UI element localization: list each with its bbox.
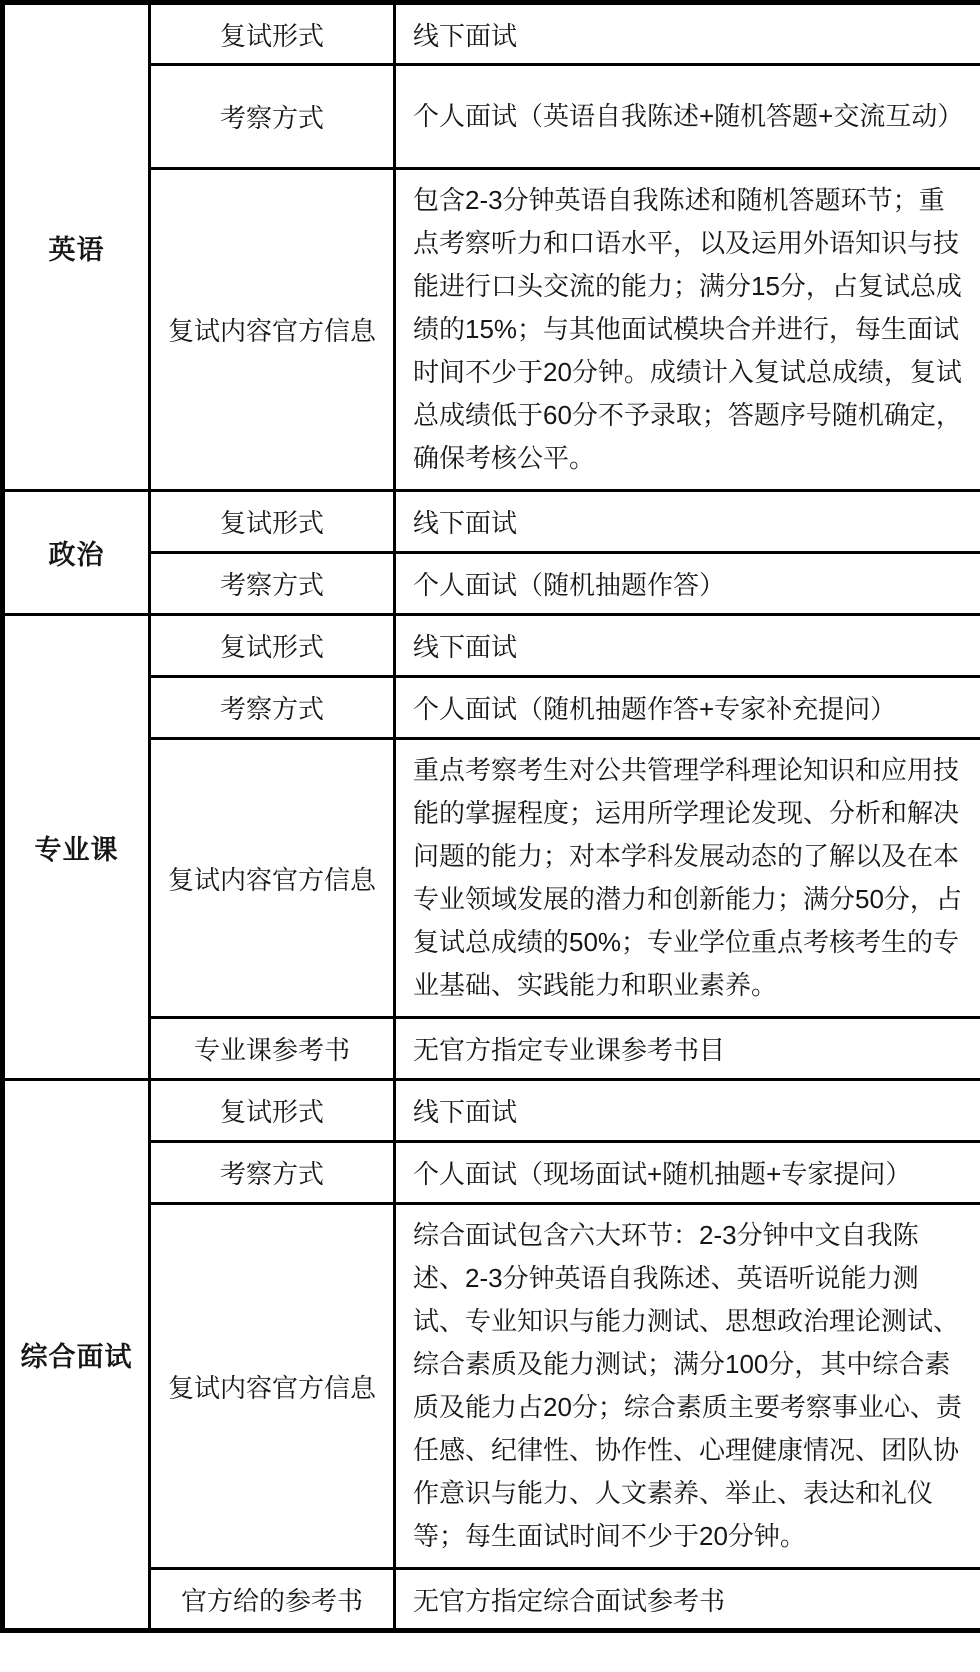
table-row [3, 553, 980, 615]
field-value: 包含2-3分钟英语自我陈述和随机答题环节；重点考察听力和口语水平，以及运用外语知识与技能进行口头交流的能力；满分15分，占复试总成绩的15%；与其他面试模块合并进行，每生面试时间不少于20分钟。成绩计入复试总成绩，复试总成绩低于60分不予录取；答题序号随机确定，确保考核公平。 [395, 169, 980, 491]
field-value: 个人面试（随机抽题作答+专家补充提问） [395, 677, 980, 739]
field-value: 线下面试 [395, 1080, 980, 1142]
table-row [3, 677, 980, 739]
field-value: 无官方指定综合面试参考书 [395, 1569, 980, 1631]
table-row [3, 1018, 980, 1080]
field-value: 个人面试（随机抽题作答） [395, 553, 980, 615]
field-label: 复试形式 [150, 491, 395, 553]
field-label: 复试形式 [150, 1080, 395, 1142]
table-row [3, 491, 980, 553]
subject-cell-comprehensive-interview: 综合面试 [3, 1080, 150, 1631]
table-row [3, 65, 980, 169]
field-label: 专业课参考书 [150, 1018, 395, 1080]
field-label: 官方给的参考书 [150, 1569, 395, 1631]
table-row [3, 615, 980, 677]
field-label: 复试内容官方信息 [150, 169, 395, 491]
field-label: 复试内容官方信息 [150, 1204, 395, 1569]
field-value: 重点考察考生对公共管理学科理论知识和应用技能的掌握程度；运用所学理论发现、分析和解决问题的能力；对本学科发展动态的了解以及在本专业领域发展的潜力和创新能力；满分50分，占复试总成绩的50%；专业学位重点考核考生的专业基础、实践能力和职业素养。 [395, 739, 980, 1018]
field-value: 线下面试 [395, 3, 980, 65]
field-label: 考察方式 [150, 553, 395, 615]
field-label: 复试内容官方信息 [150, 739, 395, 1018]
table-row [3, 1569, 980, 1631]
table-row [3, 739, 980, 1018]
table-row [3, 169, 980, 491]
subject-cell-english: 英语 [3, 3, 150, 491]
subject-cell-major-course: 专业课 [3, 615, 150, 1080]
field-value: 综合面试包含六大环节：2-3分钟中文自我陈述、2-3分钟英语自我陈述、英语听说能力测试、专业知识与能力测试、思想政治理论测试、综合素质及能力测试；满分100分，其中综合素质及能力占20分；综合素质主要考察事业心、责任感、纪律性、协作性、心理健康情况、团队协作意识与能力、人文素养、举止、表达和礼仪等；每生面试时间不少于20分钟。 [395, 1204, 980, 1569]
field-label: 考察方式 [150, 1142, 395, 1204]
table-row [3, 1204, 980, 1569]
field-value: 无官方指定专业课参考书目 [395, 1018, 980, 1080]
field-value: 线下面试 [395, 615, 980, 677]
table-row [3, 1142, 980, 1204]
table-row [3, 3, 980, 65]
field-label: 复试形式 [150, 615, 395, 677]
field-label: 考察方式 [150, 677, 395, 739]
field-value: 个人面试（现场面试+随机抽题+专家提问） [395, 1142, 980, 1204]
subject-cell-politics: 政治 [3, 491, 150, 615]
field-label: 复试形式 [150, 3, 395, 65]
field-label: 考察方式 [150, 65, 395, 169]
table-row [3, 1080, 980, 1142]
field-value: 线下面试 [395, 491, 980, 553]
field-value: 个人面试（英语自我陈述+随机答题+交流互动） [395, 65, 980, 169]
